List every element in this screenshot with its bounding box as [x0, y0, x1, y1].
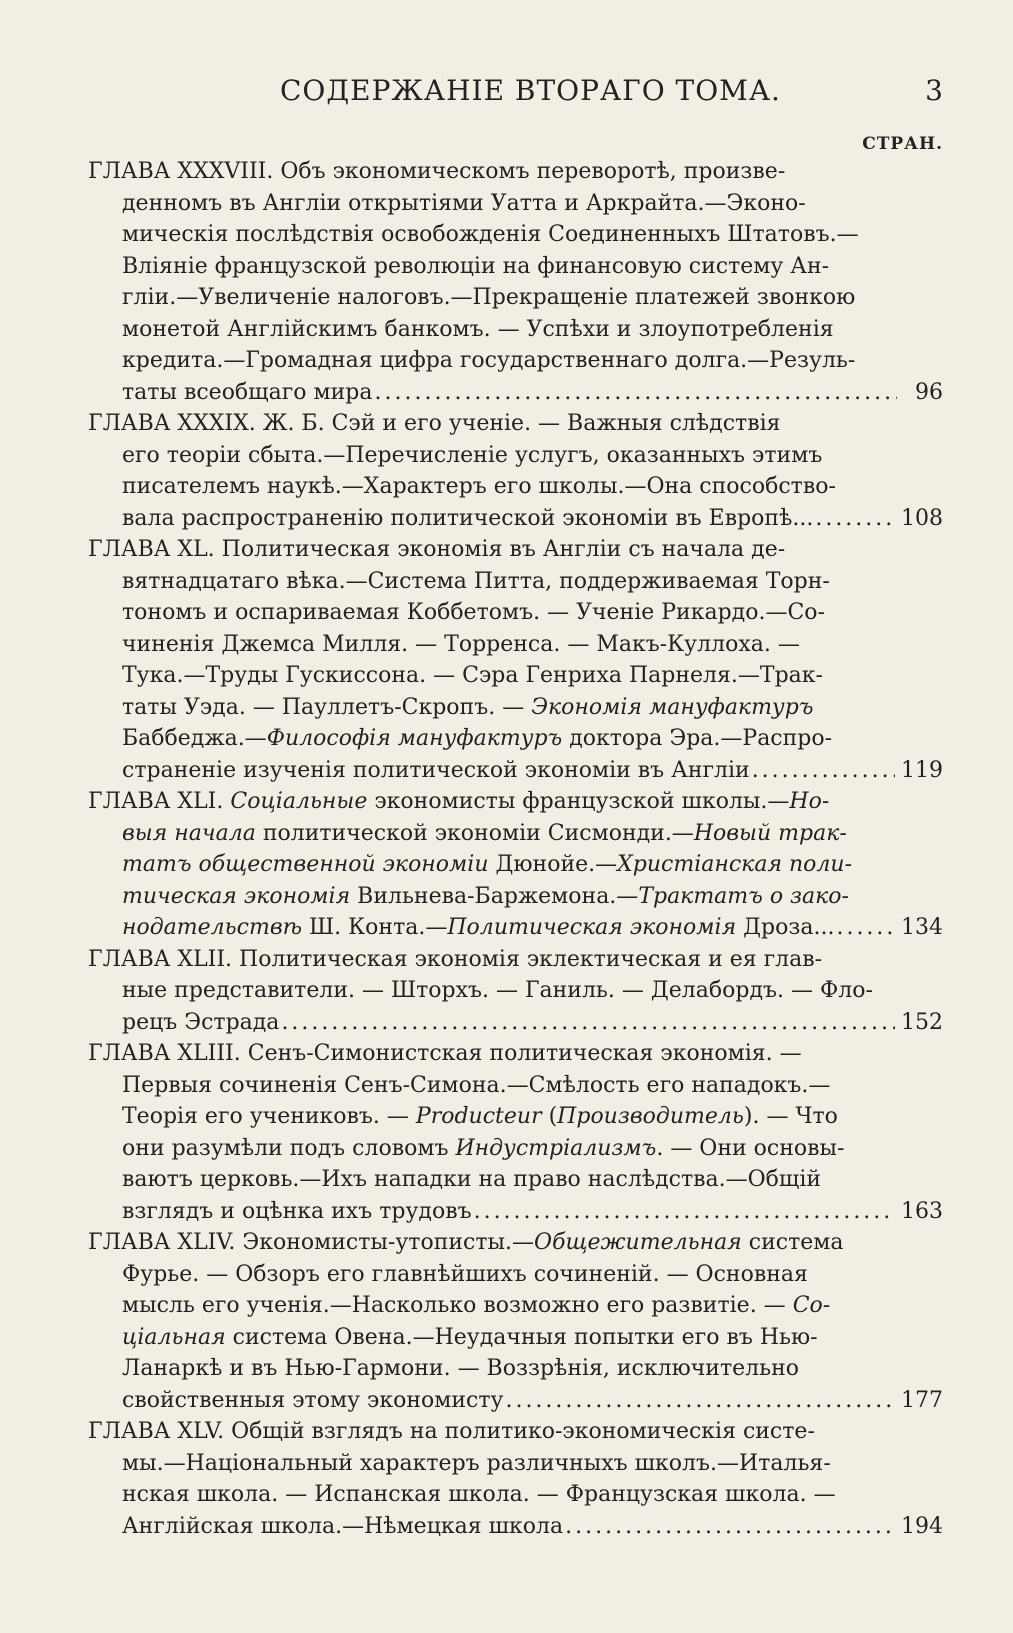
toc-entry-text: таты всеобщаго мира: [122, 379, 373, 405]
toc-entry-text: ГЛАВА XLIII. Сенъ-Симонистская политическая экономія. —: [88, 1041, 802, 1066]
running-header: [0, 68, 1013, 112]
toc-entry-text: тическая экономія Вильнева-Баржемона.—Трактатъ о зако-: [122, 883, 849, 909]
toc-entry-line: [88, 818, 943, 850]
toc-entry-text: чиненія Джемса Милля. — Торренса. — Макъ-Куллоха. —: [122, 631, 800, 657]
toc-entry-text: кредита.—Громадная цифра государственнаго долга.—Резуль-: [122, 348, 856, 373]
toc-entry-line: [88, 251, 943, 283]
toc-entry-text: нодательствѣ Ш. Конта.—Политическая экономія Дроза...: [122, 915, 835, 940]
toc-entry: [88, 786, 943, 944]
toc-entry-text: его теоріи сбыта.—Перечисленіе услугъ, оказанныхъ этимъ: [122, 442, 823, 468]
toc-entry-text: мысль его ученія.—Насколько возможно его развитіе. — Со-: [122, 1293, 831, 1318]
toc-entry-line: [88, 975, 943, 1007]
toc-entry-text: вятнадцатаго вѣка.—Система Питта, поддерживаемая Торн-: [122, 568, 830, 594]
toc-entry-line: [88, 156, 943, 188]
toc-entry: [88, 1227, 943, 1416]
toc-entry-line: [88, 1322, 943, 1354]
toc-page-number: 152: [901, 1009, 943, 1035]
toc-entry-line: [88, 1448, 943, 1480]
toc-entry-text: ГЛАВА XXXIX. Ж. Б. Сэй и его ученіе. — Важныя слѣдствія: [88, 411, 781, 436]
toc-entry-text: они разумѣли подъ словомъ Индустріализмъ. — Они основы-: [122, 1135, 845, 1161]
toc-entry-text: свойственныя этому экономисту: [122, 1387, 504, 1413]
toc-entry-text: ГЛАВА XXXVIII. Объ экономическомъ переворотѣ, произве-: [88, 159, 786, 184]
toc-entry-line: [88, 881, 943, 913]
toc-entry-text: ГЛАВА XL. Политическая экономія въ Англіи съ начала де-: [88, 537, 786, 562]
toc-entry-line: [88, 1227, 943, 1259]
toc-entry-line: [88, 1038, 943, 1070]
toc-entry-line: [88, 1353, 943, 1385]
toc-entry-line: [88, 1416, 943, 1448]
toc-entry-line: [88, 1164, 943, 1196]
toc-entry-line: [88, 1133, 943, 1165]
page-number: 3: [925, 74, 943, 107]
table-of-contents: [88, 156, 943, 1542]
toc-entry: [88, 1038, 943, 1227]
toc-entry-text: ГЛАВА XLI. Соціальные экономисты французской школы.—Но-: [88, 789, 830, 814]
toc-entry: [88, 534, 943, 786]
toc-page-number: 194: [901, 1513, 943, 1539]
toc-entry-text: страненіе изученія политической экономіи въ Англіи: [122, 757, 750, 783]
toc-entry-line: [88, 723, 943, 755]
toc-entry-text: Ланаркѣ и въ Нью-Гармони. — Воззрѣнія, исключительно: [122, 1356, 800, 1381]
toc-entry-line: [88, 408, 943, 440]
toc-entry-text: монетой Англійскимъ банкомъ. — Успѣхи и злоупотребленія: [122, 316, 834, 342]
toc-entry-text: Вліяніе французской революціи на финансовую систему Ан-: [122, 253, 830, 279]
toc-entry-text: писателемъ наукѣ.—Характеръ его школы.—Она способство-: [122, 474, 836, 499]
toc-entry-line: [88, 1070, 943, 1102]
toc-page-number: 96: [915, 379, 943, 405]
toc-entry-line: [88, 219, 943, 251]
toc-entry-line: [88, 314, 943, 346]
toc-entry-line: [88, 503, 943, 535]
toc-entry-line: [88, 692, 943, 724]
toc-entry-line: [88, 440, 943, 472]
toc-entry: [88, 156, 943, 408]
toc-entry-line: [88, 629, 943, 661]
toc-entry: [88, 944, 943, 1039]
toc-entry-text: ГЛАВА XLIV. Экономисты-утописты.—Общежительная система: [88, 1230, 844, 1255]
toc-entry-line: [88, 944, 943, 976]
toc-entry-text: тономъ и оспариваемая Коббетомъ. — Ученіе Рикардо.—Со-: [122, 600, 825, 625]
dot-leader: [281, 1007, 895, 1039]
toc-entry-line: [88, 597, 943, 629]
toc-entry-text: нская школа. — Испанская школа. — Французская школа. —: [122, 1482, 836, 1507]
toc-entry-line: [88, 1101, 943, 1133]
toc-entry-text: гліи.—Увеличеніе налоговъ.—Прекращеніе платежей звонкою: [122, 285, 856, 310]
toc-entry-text: таты Уэда. — Пауллетъ-Скропъ. — Экономія мануфактуръ: [122, 694, 814, 720]
page-title: СОДЕРЖАНІЕ ВТОРАГО ТОМА.: [280, 74, 781, 107]
toc-entry: [88, 1416, 943, 1542]
toc-entry-text: взглядъ и оцѣнка ихъ трудовъ: [122, 1198, 472, 1224]
toc-entry-line: [88, 282, 943, 314]
dot-leader: [565, 1511, 895, 1543]
toc-entry-text: рецъ Эстрада: [122, 1009, 280, 1035]
toc-page-number: 108: [901, 505, 943, 531]
dot-leader: [474, 1196, 895, 1228]
toc-entry-line: [88, 1479, 943, 1511]
toc-entry-line: [88, 1511, 943, 1543]
dot-leader: [836, 912, 895, 944]
toc-entry-text: Фурье. — Обзоръ его главнѣйшихъ сочиненій. — Основная: [122, 1261, 808, 1287]
toc-page-number: 119: [901, 757, 943, 783]
toc-page-number: 177: [901, 1387, 943, 1413]
toc-entry-text: ваютъ церковь.—Ихъ нападки на право наслѣдства.—Общій: [122, 1167, 822, 1192]
toc-entry-text: ГЛАВА XLV. Общій взглядъ на политико-экономическія систе-: [88, 1419, 815, 1444]
toc-entry: [88, 408, 943, 534]
toc-entry-line: [88, 755, 943, 787]
toc-entry-line: [88, 345, 943, 377]
toc-entry-text: мическія послѣдствія освобожденія Соединенныхъ Штатовъ.—: [122, 222, 859, 247]
toc-entry-line: [88, 534, 943, 566]
toc-entry-line: [88, 912, 943, 944]
toc-entry-line: [88, 786, 943, 818]
page-column-label: СТРАН.: [862, 134, 943, 154]
dot-leader: [505, 1385, 895, 1417]
dot-leader: [375, 377, 898, 409]
toc-entry-line: [88, 377, 943, 409]
toc-entry-line: [88, 471, 943, 503]
toc-entry-line: [88, 1385, 943, 1417]
toc-entry-text: денномъ въ Англіи открытіями Уатта и Аркрайта.—Эконо-: [122, 190, 806, 216]
toc-entry-text: Тука.—Труды Гускиссона. — Сэра Генриха Парнеля.—Трак-: [122, 663, 823, 688]
toc-entry-text: ціальная система Овена.—Неудачныя попытки его въ Нью-: [122, 1324, 818, 1350]
toc-entry-line: [88, 1290, 943, 1322]
toc-entry-text: выя начала политической экономіи Сисмонди.—Новый трак-: [122, 820, 847, 846]
toc-entry-line: [88, 566, 943, 598]
toc-entry-text: Первыя сочиненія Сенъ-Симона.—Смѣлость его нападокъ.—: [122, 1072, 831, 1098]
toc-entry-text: татъ общественной экономіи Дюнойе.—Христіанская поли-: [122, 852, 853, 877]
toc-entry-line: [88, 1196, 943, 1228]
toc-entry-text: ГЛАВА XLII. Политическая экономія эклектическая и ея глав-: [88, 946, 823, 972]
toc-entry-text: Теорія его учениковъ. — Producteur (Производитель). — Что: [122, 1104, 838, 1129]
toc-page-number: 163: [901, 1198, 943, 1224]
toc-entry-text: вала распространенію политической экономіи въ Европѣ...: [122, 505, 814, 531]
toc-entry-text: Баббеджа.—Философія мануфактуръ доктора Эра.—Распро-: [122, 726, 833, 751]
toc-entry-line: [88, 1007, 943, 1039]
toc-entry-line: [88, 188, 943, 220]
dot-leader: [752, 755, 895, 787]
toc-entry-line: [88, 660, 943, 692]
dot-leader: [815, 503, 895, 535]
toc-entry-line: [88, 849, 943, 881]
toc-entry-text: Англійская школа.—Нѣмецкая школа: [122, 1513, 564, 1539]
toc-page-number: 134: [901, 915, 943, 940]
toc-entry-text: ные представители. — Шторхъ. — Ганиль. — Делабордъ. — Фло-: [122, 978, 873, 1003]
toc-entry-text: мы.—Національный характеръ различныхъ школъ.—Италья-: [122, 1450, 831, 1476]
toc-entry-line: [88, 1259, 943, 1291]
